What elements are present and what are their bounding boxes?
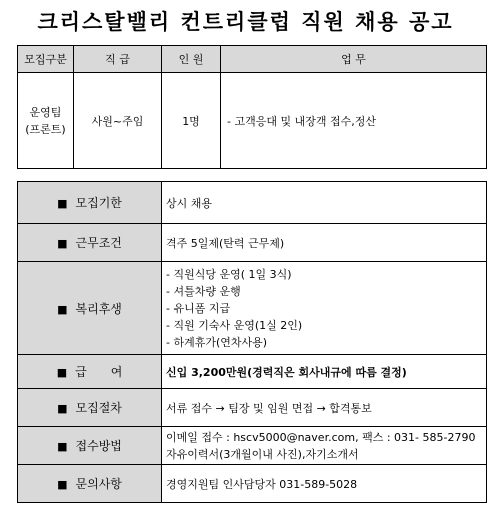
welfare-item: - 직원식당 운영( 1일 3식): [166, 267, 292, 281]
details-table: [17, 181, 487, 503]
header-count: 인 원: [162, 46, 221, 73]
label-deadline: ■ 모집기한: [18, 182, 162, 224]
row-apply: [18, 427, 487, 465]
welfare-item: - 하계휴가(연차사용): [166, 335, 268, 349]
row-salary: [18, 355, 487, 389]
bullet-icon: ■: [57, 237, 68, 250]
cell-rank: 사원~주임: [74, 73, 162, 169]
row-procedure: [18, 389, 487, 427]
label-contact: ■ 문의사항: [18, 465, 162, 503]
apply-line: 자유이력서(3개월이내 사진),자기소개서: [166, 447, 359, 461]
cell-duty: - 고객응대 및 내장객 접수,정산: [221, 73, 487, 169]
value-apply: [162, 427, 487, 465]
bullet-icon: ■: [57, 302, 68, 316]
dept-sub: (프론트): [25, 122, 66, 136]
summary-table: [17, 45, 487, 169]
page-title: 크리스탈밸리 컨트리클럽 직원 채용 공고: [37, 10, 454, 34]
bullet-icon: ■: [57, 197, 68, 210]
bullet-icon: ■: [57, 402, 68, 415]
welfare-item: - 유니폼 지급: [166, 301, 231, 315]
header-dept: 모집구분: [18, 46, 74, 73]
value-deadline: 상시 채용: [162, 182, 487, 224]
dept-name: 운영팀: [29, 105, 62, 119]
label-welfare: ■ 복리후생: [18, 262, 162, 355]
row-welfare: [18, 262, 487, 355]
row-deadline: [18, 182, 487, 224]
label-conditions: ■ 근무조건: [18, 224, 162, 262]
value-procedure: 서류 접수 → 팀장 및 임원 면접 → 합격통보: [162, 389, 487, 427]
bullet-icon: ■: [57, 440, 68, 453]
value-salary: 신입 3,200만원(경력직은 회사내규에 따름 결정): [162, 355, 487, 389]
summary-data-row: [18, 73, 487, 169]
value-contact: 경영지원팀 인사담당자 031-589-5028: [162, 465, 487, 503]
header-rank: 직 급: [74, 46, 162, 73]
label-procedure: ■ 모집절차: [18, 389, 162, 427]
row-conditions: [18, 224, 487, 262]
bullet-icon: ■: [57, 478, 68, 491]
label-salary: ■ 급 여: [18, 355, 162, 389]
summary-header-row: [18, 46, 487, 73]
welfare-item: - 직원 기숙사 운영(1실 2인): [166, 318, 303, 332]
cell-dept: [18, 73, 74, 169]
welfare-item: - 셔틀차량 운행: [166, 284, 241, 298]
row-contact: [18, 465, 487, 503]
header-duty: 업 무: [221, 46, 487, 73]
cell-count: 1명: [162, 73, 221, 169]
bullet-icon: ■: [56, 366, 68, 379]
value-welfare: [162, 262, 487, 355]
label-apply: ■ 접수방법: [18, 427, 162, 465]
value-conditions: 격주 5일제(탄력 근무제): [162, 224, 487, 262]
apply-line: 이메일 접수 : hscv5000@naver.com, 팩스 : 031- 585-2790: [166, 430, 476, 444]
